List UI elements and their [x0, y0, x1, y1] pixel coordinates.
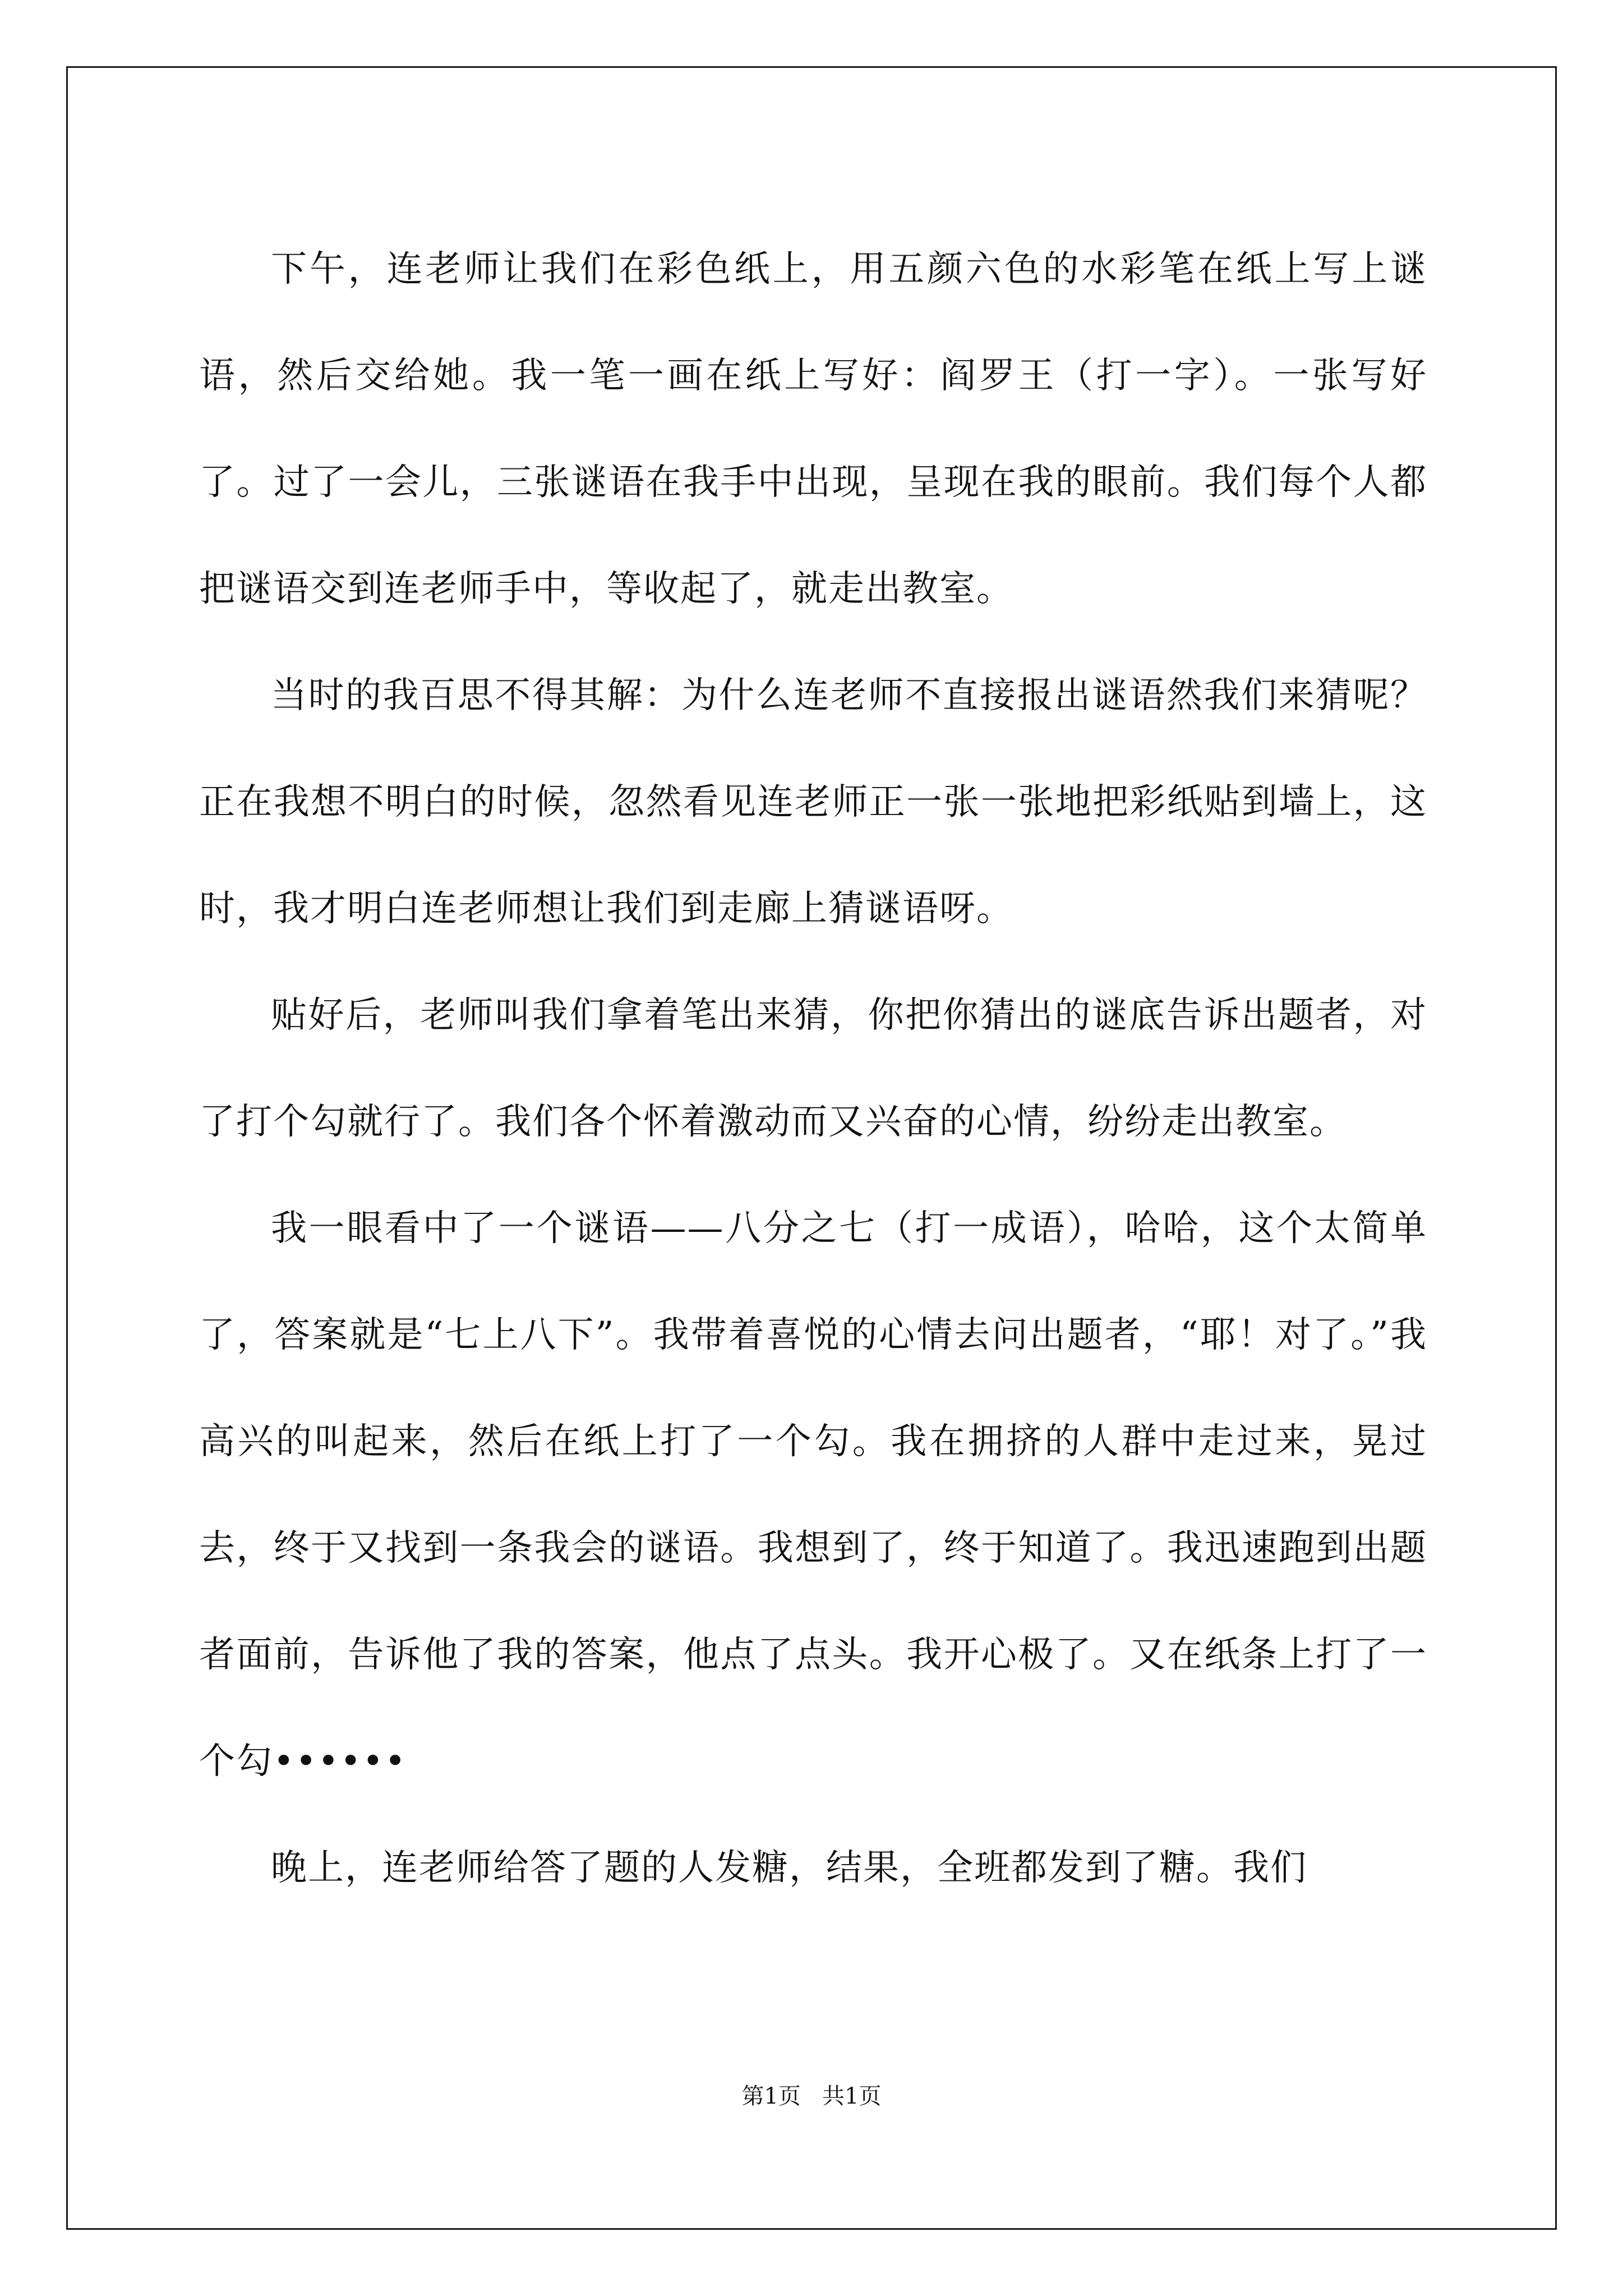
- paragraph: 我一眼看中了一个谜语——八分之七（打一成语），哈哈，这个太简单了，答案就是“七上八下”。我带着喜悦的心情去问出题者，“耶！对了。”我高兴的叫起来，然后在纸上打了一个勾。我在拥挤的人群中走过来，晃过去，终于又找到一条我会的谜语。我想到了，终于知道了。我迅速跑到出题者面前，告诉他了我的答案，他点了点头。我开心极了。又在纸条上打了一个勾••••••: [199, 1208, 1427, 1782]
- document-body: [199, 216, 1427, 1921]
- page-footer: 第1页 共1页: [741, 2083, 882, 2109]
- paragraph: 当时的我百思不得其解：为什么连老师不直接报出谜语然我们来猜呢？正在我想不明白的时候，忽然看见连老师正一张一张地把彩纸贴到墙上，这时，我才明白连老师想让我们到走廊上猜谜语呀。: [199, 675, 1427, 930]
- paragraph: 贴好后，老师叫我们拿着笔出来猜，你把你猜出的谜底告诉出题者，对了打个勾就行了。我们各个怀着激动而又兴奋的心情，纷纷走出教室。: [199, 995, 1427, 1143]
- paragraph: 晚上，连老师给答了题的人发糖，结果，全班都发到了糖。我们: [271, 1847, 1307, 1889]
- paragraph: 下午，连老师让我们在彩色纸上，用五颜六色的水彩笔在纸上写上谜语，然后交给她。我一笔一画在纸上写好：阎罗王（打一字）。一张写好了。过了一会儿，三张谜语在我手中出现，呈现在我的眼前。我们每个人都把谜语交到连老师手中，等收起了，就走出教室。: [199, 249, 1427, 610]
